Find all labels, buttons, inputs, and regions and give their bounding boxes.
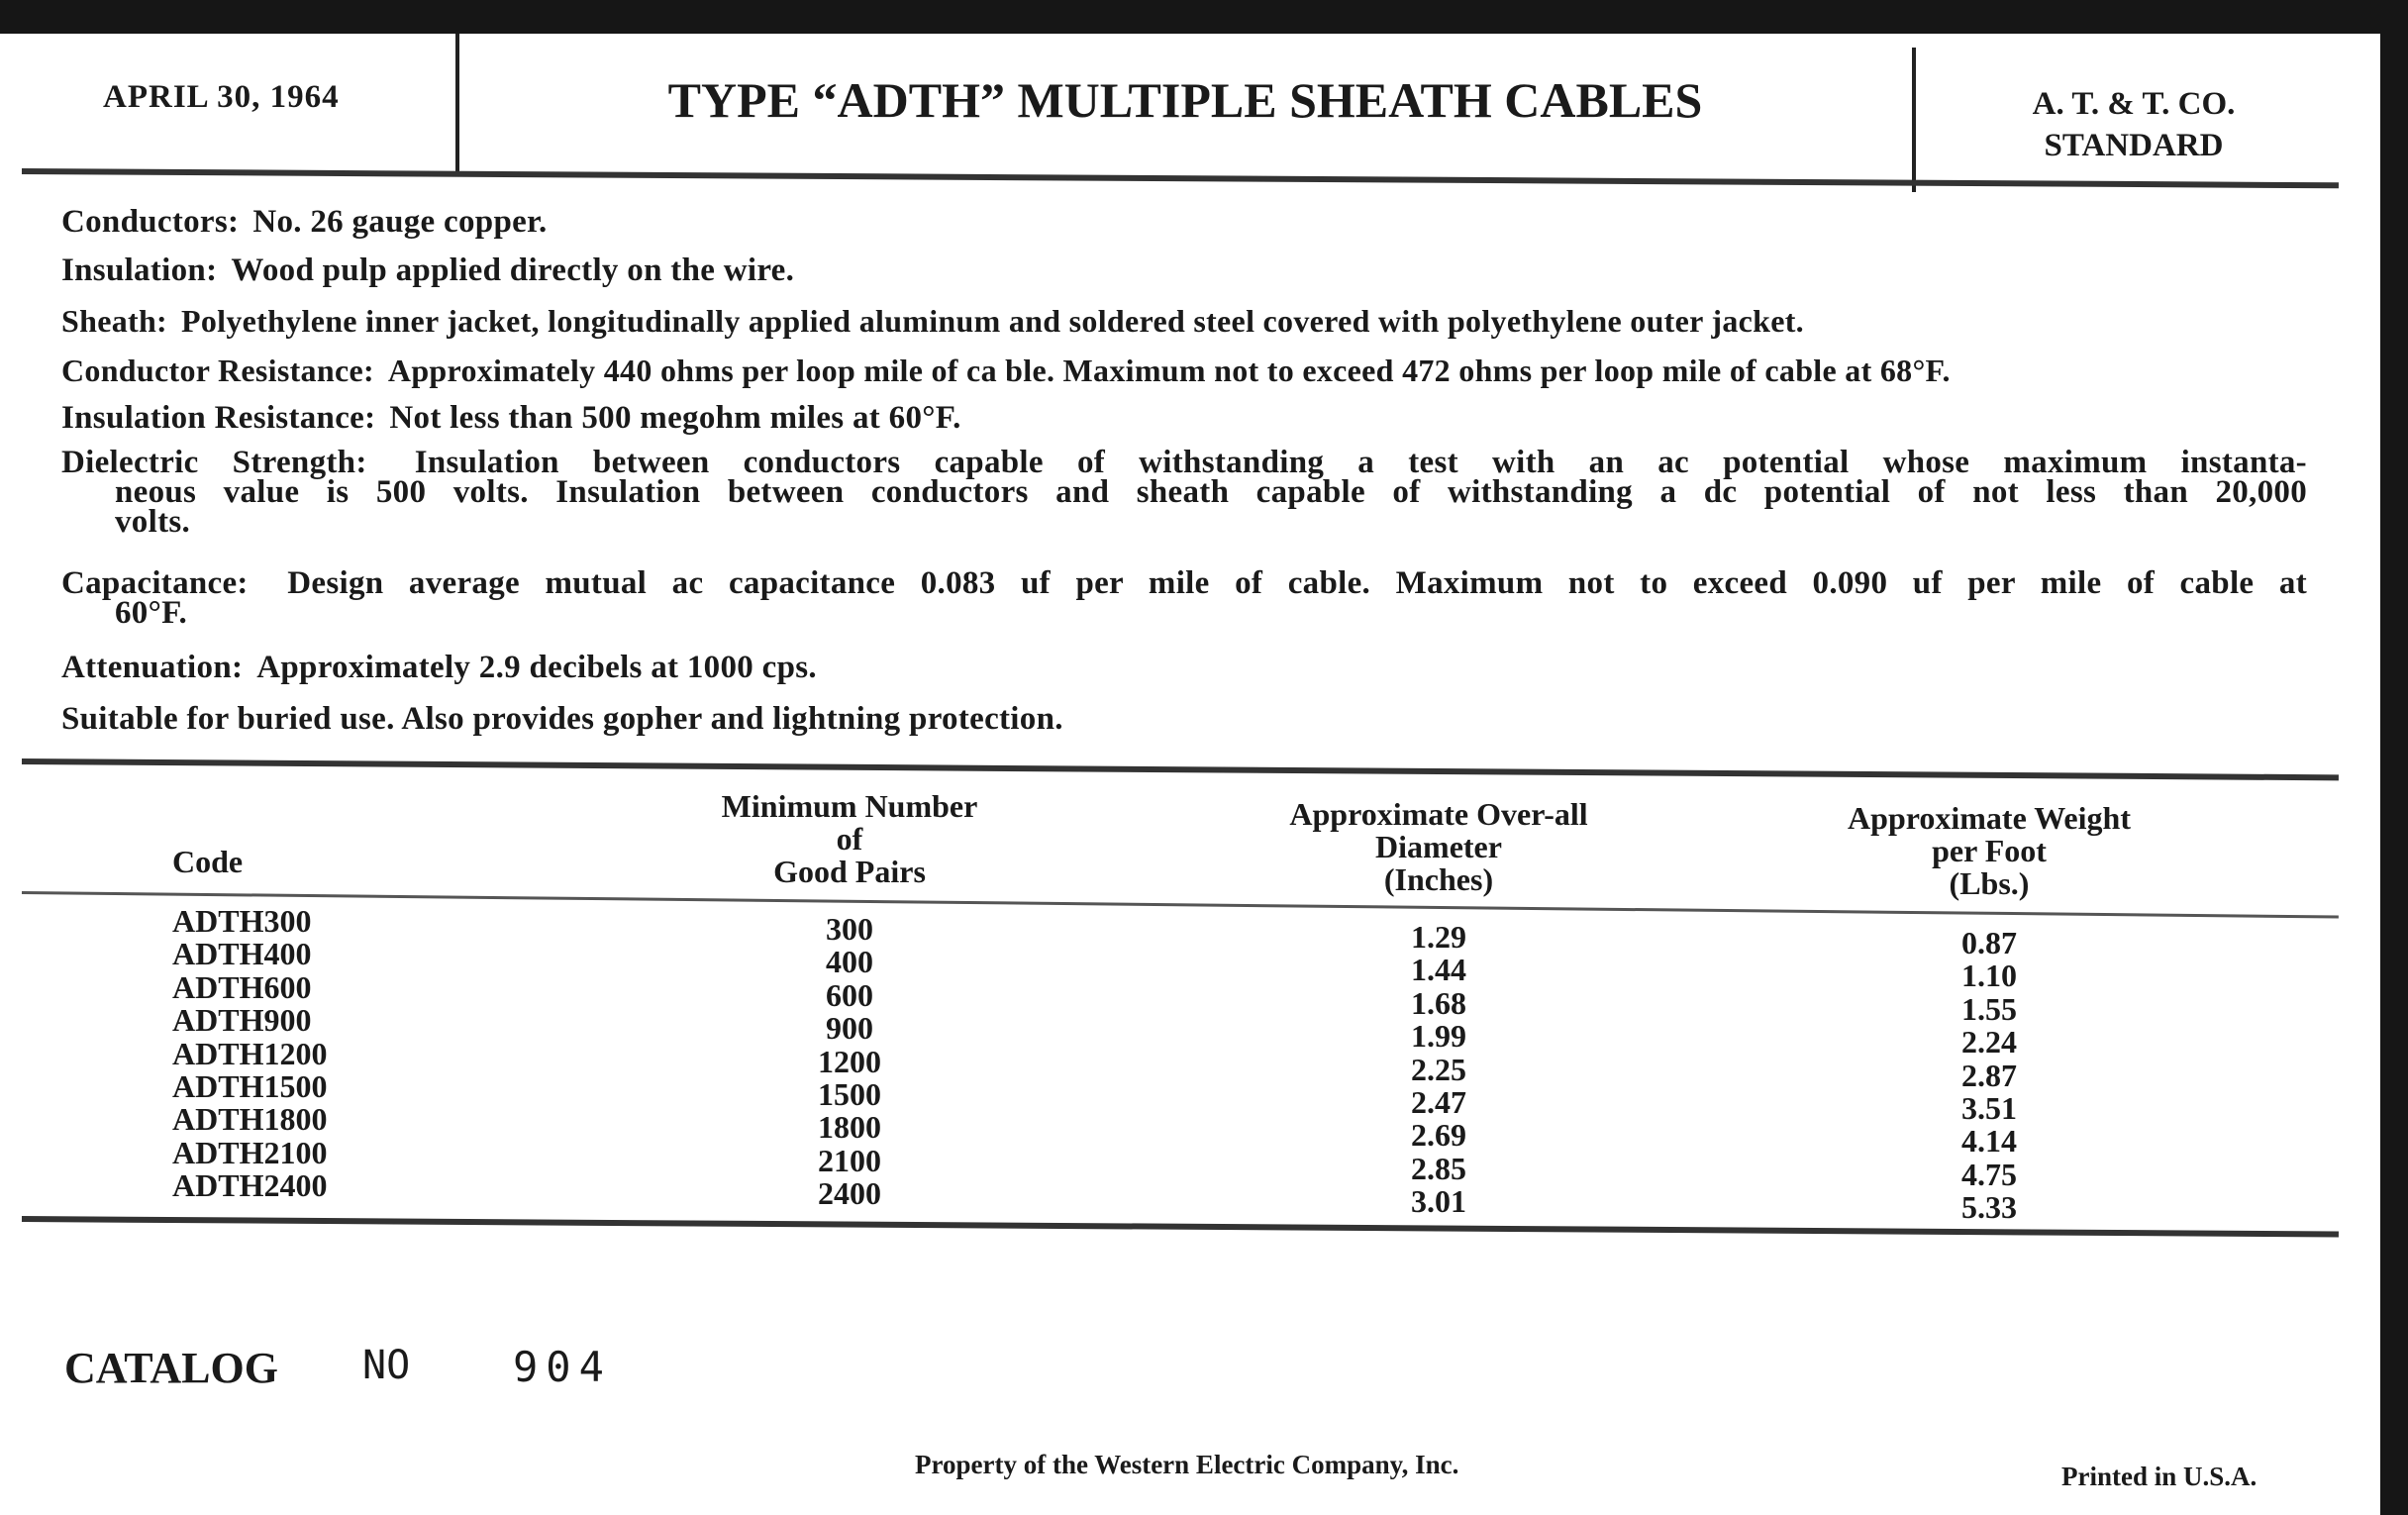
table-cell-weight: 2.24	[1961, 1024, 2017, 1060]
column-header-code: Code	[172, 844, 244, 879]
column-pairs	[751, 913, 949, 1211]
table-cell-code: ADTH900	[172, 1002, 312, 1039]
scan-border-right	[2380, 0, 2408, 1515]
table-top-rule	[22, 758, 2339, 780]
catalog-label: CATALOG	[64, 1344, 278, 1392]
table-cell-pairs: 600	[826, 976, 873, 1013]
column-header-pairs	[652, 790, 1048, 888]
spec-label: Conductor Resistance:	[61, 353, 374, 388]
header-line: per Foot	[1932, 833, 2047, 868]
spec-capacitance	[61, 565, 2307, 631]
table-cell-pairs: 1500	[818, 1076, 881, 1113]
table-cell-weight: 2.87	[1961, 1057, 2017, 1093]
table-cell-pairs: 1200	[818, 1043, 881, 1079]
table-cell-code: ADTH1500	[172, 1068, 328, 1105]
table-cell-code: ADTH2400	[172, 1167, 328, 1204]
page-title: TYPE “ADTH” MULTIPLE SHEATH CABLES	[667, 72, 1703, 128]
table-cell-code: ADTH400	[172, 936, 312, 972]
spec-value: Wood pulp applied directly on the wire.	[231, 252, 795, 288]
header-line: Approximate Over-all	[1289, 796, 1588, 832]
column-codes	[172, 905, 327, 1203]
spec-value: Polyethylene inner jacket, longitudinally applied aluminum and soldered steel covered with polyethylene outer jacket.	[181, 303, 1804, 339]
spec-value-line: Design average mutual ac capacitance 0.083 uf per mile of cable. Maximum not to exceed 0.090 uf per mile of cable at	[287, 565, 2307, 601]
header-rule	[22, 168, 2339, 188]
table-cell-pairs: 2400	[818, 1175, 881, 1212]
org-standard-label: STANDARD	[2044, 128, 2224, 163]
table-cell-code: ADTH1200	[172, 1035, 328, 1071]
column-weights	[1890, 927, 2088, 1225]
spec-label: Attenuation:	[61, 650, 244, 685]
table-cell-weight: 3.51	[1961, 1090, 2017, 1127]
header-line: Minimum Number	[721, 788, 978, 824]
header-line: Approximate Weight	[1848, 800, 2131, 836]
column-header-weight	[1771, 802, 2207, 900]
spec-conductors	[61, 204, 548, 241]
scan-border-top	[0, 0, 2408, 34]
table-cell-weight: 5.33	[1961, 1189, 2017, 1226]
spec-label: Capacitance:	[61, 565, 249, 601]
table-cell-pairs: 1800	[818, 1109, 881, 1146]
spec-value: Not less than 500 megohm miles at 60°F.	[389, 400, 961, 436]
catalog-no-label: NO	[362, 1343, 411, 1388]
spec-value: No. 26 gauge copper.	[252, 204, 548, 240]
table-cell-diameter: 2.69	[1411, 1117, 1466, 1154]
table-cell-weight: 0.87	[1961, 925, 2017, 960]
table-cell-weight: 4.75	[1961, 1156, 2017, 1192]
table-cell-diameter: 2.47	[1411, 1084, 1466, 1121]
table-cell-weight: 1.10	[1961, 958, 2017, 994]
spec-value-line: 60°F.	[115, 595, 188, 631]
table-cell-diameter: 1.68	[1411, 984, 1466, 1021]
spec-value: Approximately 2.9 decibels at 1000 cps.	[256, 650, 817, 685]
header-line: of	[836, 821, 863, 857]
spec-conductor-resistance	[61, 353, 1951, 389]
table-cell-diameter: 3.01	[1411, 1183, 1466, 1220]
spec-label: Insulation Resistance:	[61, 400, 376, 436]
org-name: A. T. & T. CO.	[2032, 86, 2236, 122]
header-line: (Inches)	[1383, 861, 1494, 897]
document-date: APRIL 30, 1964	[103, 79, 340, 115]
footer-property: Property of the Western Electric Company, Inc.	[915, 1450, 1459, 1479]
org-standard	[1916, 83, 2352, 166]
table-cell-pairs: 300	[826, 911, 873, 947]
spec-note: Suitable for buried use. Also provides gopher and lightning protection.	[61, 701, 1063, 737]
spec-value: Approximately 440 ohms per loop mile of ca ble. Maximum not to exceed 472 ohms per loop mile of cable at 68°F.	[387, 353, 1951, 388]
table-cell-pairs: 400	[826, 944, 873, 980]
spec-insulation	[61, 252, 794, 289]
spec-value-line: neous value is 500 volts. Insulation between conductors and sheath capable of withstanding a dc potential of not less than 20,000	[115, 474, 2307, 510]
table-cell-code: ADTH600	[172, 968, 312, 1005]
spec-dielectric-strength	[61, 445, 2307, 540]
spec-label: Conductors:	[61, 204, 240, 240]
table-cell-diameter: 2.25	[1411, 1051, 1466, 1087]
spec-insulation-resistance	[61, 400, 961, 437]
column-diameters	[1340, 921, 1538, 1219]
header-line: Good Pairs	[773, 854, 926, 889]
table-cell-code: ADTH300	[172, 903, 312, 939]
table-cell-diameter: 1.44	[1411, 952, 1466, 988]
column-header-diameter	[1221, 798, 1656, 896]
spec-value-line: volts.	[115, 504, 191, 540]
table-cell-diameter: 1.29	[1411, 919, 1466, 955]
table-cell-diameter: 2.85	[1411, 1150, 1466, 1186]
table-cell-pairs: 2100	[818, 1142, 881, 1178]
table-cell-weight: 4.14	[1961, 1123, 2017, 1160]
spec-value-line: Insulation between conductors capable of withstanding a test with an ac potential whose maximum instanta-	[414, 445, 2307, 480]
spec-attenuation	[61, 650, 817, 686]
table-cell-code: ADTH2100	[172, 1134, 328, 1170]
spec-sheath	[61, 303, 1804, 340]
spec-label: Insulation:	[61, 252, 218, 288]
footer-printed: Printed in U.S.A.	[2061, 1462, 2258, 1491]
table-cell-code: ADTH1800	[172, 1101, 328, 1138]
spec-label: Dielectric Strength:	[61, 445, 367, 480]
table-cell-pairs: 900	[826, 1010, 873, 1047]
catalog-number: 904	[513, 1343, 612, 1391]
header-line: Diameter	[1375, 829, 1502, 864]
table-cell-diameter: 1.99	[1411, 1018, 1466, 1055]
table-cell-weight: 1.55	[1961, 990, 2017, 1027]
spec-label: Sheath:	[61, 303, 168, 339]
header-line: (Lbs.)	[1949, 865, 2030, 901]
